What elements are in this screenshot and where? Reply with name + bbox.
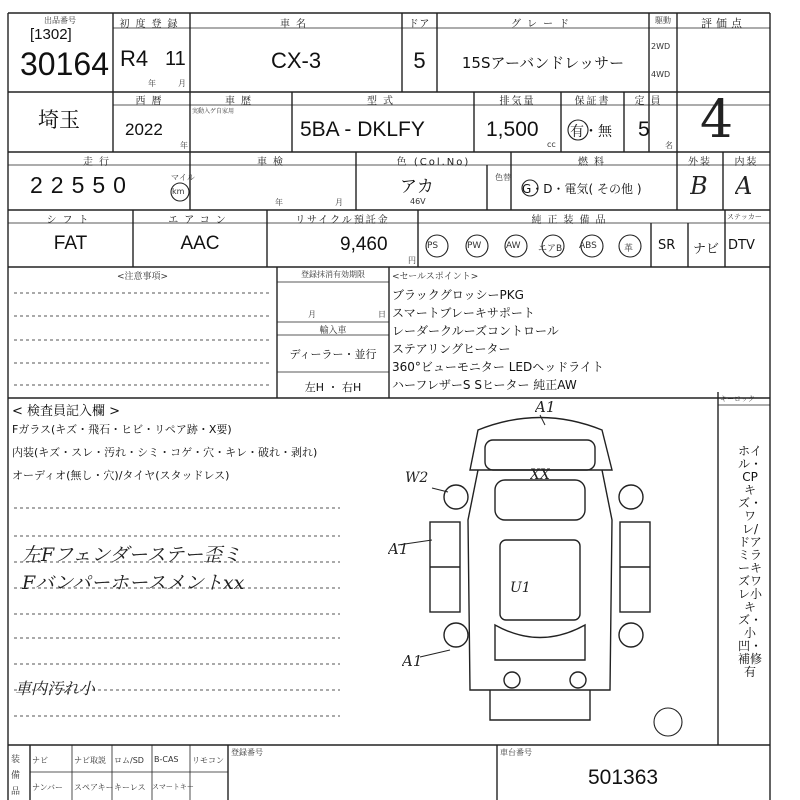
sales-point: ハーフレザーS Sヒーター 純正AW	[392, 378, 577, 392]
mileage-unit-mile: マイル	[171, 173, 195, 182]
bottom-spare-key: スペアキー	[74, 783, 114, 792]
recycle-fee: 9,460	[340, 234, 388, 255]
diagram-mark-u1: U1	[510, 580, 531, 596]
fuel-label: 燃料	[578, 157, 610, 168]
warranty-label: 保証書	[574, 96, 611, 107]
doors-label: ドア	[408, 19, 431, 30]
equip-dtv: DTV	[728, 238, 755, 253]
chassis-model: 5BA - DKLFY	[300, 118, 425, 141]
color-value: アカ	[400, 177, 434, 197]
equip-leather: 革	[624, 244, 634, 254]
handwritten-note: Fバンパーホースメントxx	[22, 572, 245, 594]
audio-tire-line: オーディオ(無し・穴)/タイヤ(スタッドレス)	[12, 469, 230, 482]
lot-number: 30164	[20, 46, 109, 82]
registration-era-year: R4	[120, 46, 149, 71]
displacement: 1,500	[486, 118, 539, 141]
lot-bracket-number: [1302]	[30, 26, 72, 43]
doors-count: 5	[413, 48, 426, 73]
caution-label: <注意事項>	[116, 272, 169, 282]
mileage-unit-km: km	[172, 187, 185, 196]
cc-unit: cc	[547, 140, 556, 149]
inspection-month-unit: 月	[335, 198, 343, 207]
sales-points-label: <セールスポイント>	[392, 272, 479, 282]
dealer-parallel: ディーラー・並行	[289, 348, 377, 361]
expiry-day-unit: 日	[378, 310, 386, 319]
bottom-navi-id: ナビ取説	[74, 756, 106, 765]
mileage-label: 走行	[83, 157, 115, 168]
equip-ps: PS	[427, 241, 439, 251]
interior-line: 内装(キズ・スレ・汚れ・シミ・コゲ・穴・キレ・破れ・剥れ)	[12, 446, 318, 459]
sales-point: レーダークルーズコントロール	[392, 324, 559, 338]
side-column-text: ホイル・CPキズ・ワレ/ドアミラーキズワレ小キズ・小凹・補修有	[738, 445, 762, 679]
inspection-note: 実動入ゲ自家用	[192, 108, 235, 115]
sales-point: スマートブレーキサポート	[392, 306, 535, 320]
bottom-number: ナンバー	[32, 783, 64, 792]
exterior-grade: B	[690, 172, 708, 200]
import-label: 輸入車	[319, 326, 347, 336]
color-change-label: 色替	[495, 173, 511, 182]
lot-number-label: 出品番号	[44, 16, 76, 25]
diagram-mark-a1-top: A1	[535, 398, 556, 416]
inspector-notes-label: < 検査員記入欄 >	[12, 404, 121, 419]
month-unit: 月	[178, 79, 186, 88]
bottom-keyless: キーレス	[114, 783, 146, 792]
capacity-unit: 名	[665, 141, 673, 150]
displacement-label: 排気量	[499, 96, 536, 107]
sales-point: ブラックグロッシーPKG	[392, 288, 524, 302]
grade-label: グレード	[511, 19, 575, 30]
capacity: 5	[638, 118, 650, 141]
key-label: キーロック	[720, 395, 755, 403]
bottom-remote: リモコン	[192, 756, 224, 765]
shift-label: シフト	[46, 215, 95, 226]
drive-4wd: 4WD	[651, 70, 671, 79]
bottom-smart-key: スマートキー	[152, 783, 194, 791]
recycle-label: リサイクル預託金	[295, 215, 390, 226]
interior-grade: A	[735, 172, 753, 200]
year-unit: 年	[148, 79, 156, 88]
exterior-label: 外装	[688, 157, 712, 168]
inspection-label: 車歴	[225, 96, 257, 107]
expiry-month-unit: 月	[308, 310, 316, 319]
equip-pw: PW	[467, 241, 482, 251]
chassis-number: 501363	[588, 766, 659, 789]
drive-label: 駆動	[655, 16, 671, 25]
year-unit-2: 年	[180, 141, 188, 150]
chassis-model-label: 型式	[367, 96, 399, 107]
bottom-bcas: B-CAS	[154, 755, 179, 764]
aircon-label: エアコン	[168, 215, 232, 226]
equip-abs: ABS	[579, 241, 597, 251]
sales-point: 360°ビューモニター LEDヘッドライト	[392, 360, 604, 374]
fuel-value: G・D・電気( その他 )	[522, 182, 642, 196]
yen-unit: 円	[408, 256, 416, 265]
inspection-year-unit: 年	[275, 198, 283, 207]
diagram-mark-w2: W2	[405, 470, 429, 486]
aircon-value: AAC	[180, 233, 220, 254]
handwritten-note: 車内汚れ小	[15, 679, 96, 698]
registration-month: 11	[165, 48, 186, 70]
steering-side: 左H ・ 右H	[304, 381, 362, 394]
capacity-label: 定員	[634, 96, 667, 107]
warranty-value: 有・無	[570, 124, 612, 140]
sales-point: ステアリングヒーター	[392, 342, 511, 356]
diagram-mark-xx: XX	[530, 467, 550, 483]
equip-aw: AW	[506, 241, 521, 251]
diagram-mark-a1-left: A1	[388, 540, 409, 558]
drive-2wd: 2WD	[651, 42, 671, 51]
sticker-label: ステッカー	[727, 213, 762, 221]
shift-value: FAT	[53, 233, 88, 254]
bottom-nav: ナビ	[32, 756, 48, 765]
car-diagram	[398, 415, 650, 720]
region: 埼玉	[38, 108, 80, 132]
equipment-label: 純正装備品	[531, 215, 612, 226]
vehicle-inspection-label: 車検	[257, 157, 289, 168]
model-year: 2022	[125, 120, 163, 139]
bottom-rom: ロム/SD	[114, 756, 144, 765]
grade-value: 15Sアーバンドレッサー	[461, 54, 625, 72]
equip-airbag: エアB	[538, 244, 563, 254]
interior-label: 内装	[734, 157, 759, 168]
registration-expiry-label: 登録抹消有効期限	[301, 270, 365, 279]
rating-label: 評価点	[701, 17, 746, 30]
rating-score: 4	[700, 90, 734, 150]
equip-navi: ナビ	[693, 242, 720, 257]
mileage: 22550	[30, 172, 134, 198]
chassis-number-label: 車台番号	[500, 748, 532, 757]
model-name-label: 車名	[280, 19, 312, 30]
model-name: CX-3	[270, 48, 322, 73]
western-year-label: 西暦	[135, 96, 168, 107]
color-label: 色 (Col.No)	[396, 157, 471, 168]
diagram-mark-a1-bottom: A1	[402, 652, 423, 670]
registration-number-label: 登録番号	[231, 748, 263, 757]
equip-sr: SR	[658, 238, 676, 253]
color-code: 46V	[410, 197, 426, 206]
handwritten-note: 左Fフェンダーステー歪ミ	[22, 544, 242, 566]
first-registration-label: 初度登録	[119, 19, 184, 30]
windshield-line: Fガラス(キズ・飛石・ヒビ・リペア跡・X要)	[12, 423, 232, 436]
equipment-side-label: 装備品	[11, 755, 21, 797]
